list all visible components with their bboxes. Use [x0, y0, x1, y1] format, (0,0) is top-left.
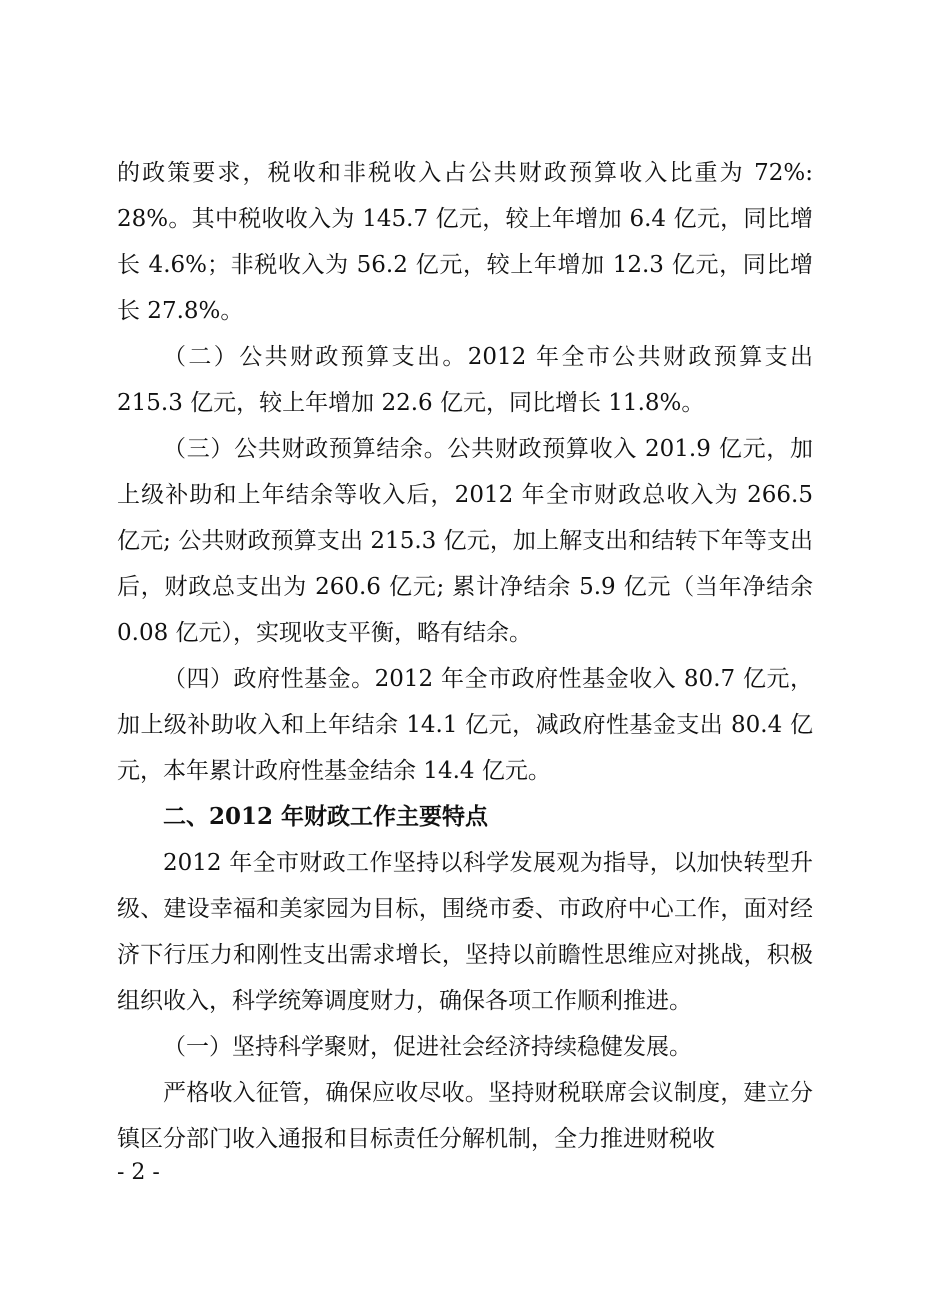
document-body: [117, 150, 813, 1162]
paragraph-continuation: 的政策要求，税收和非税收入占公共财政预算收入比重为 72%: 28%。其中税收收入为 145.7 亿元，较上年增加 6.4 亿元，同比增长 4.6%；非税收入为 56.2 亿元，较上年增加 12.3 亿元，同比增长 27.8%。: [117, 160, 813, 324]
paragraph-revenue-collection: 严格收入征管，确保应收尽收。坚持财税联席会议制度，建立分镇区分部门收入通报和目标责任分解机制，全力推进财税收: [117, 1080, 813, 1152]
subsection-heading: （一）坚持科学聚财，促进社会经济持续稳健发展。: [163, 1034, 692, 1060]
paragraph-public-budget-expenditure: （二）公共财政预算支出。2012 年全市公共财政预算支出 215.3 亿元，较上年增加 22.6 亿元，同比增长 11.8%。: [117, 344, 813, 416]
section-heading: 二、2012 年财政工作主要特点: [163, 803, 489, 830]
paragraph-government-funds: （四）政府性基金。2012 年全市政府性基金收入 80.7 亿元，加上级补助收入和上年结余 14.1 亿元，减政府性基金支出 80.4 亿元，本年累计政府性基金结余 14.4 亿元。: [117, 666, 813, 784]
paragraph-public-budget-surplus: （三）公共财政预算结余。公共财政预算收入 201.9 亿元，加上级补助和上年结余等收入后，2012 年全市财政总收入为 266.5 亿元; 公共财政预算支出 215.3 亿元，加上解支出和结转下年等支出后，财政总支出为 260.6 亿元; 累计净结余 5.9 亿元（当年净结余 0.08 亿元），实现收支平衡，略有结余。: [117, 436, 813, 646]
page-number: - 2 -: [117, 1160, 160, 1185]
paragraph-work-overview: 2012 年全市财政工作坚持以科学发展观为指导，以加快转型升级、建设幸福和美家园为目标，围绕市委、市政府中心工作，面对经济下行压力和刚性支出需求增长，坚持以前瞻性思维应对挑战，积极组织收入，科学统筹调度财力，确保各项工作顺利推进。: [117, 850, 813, 1014]
